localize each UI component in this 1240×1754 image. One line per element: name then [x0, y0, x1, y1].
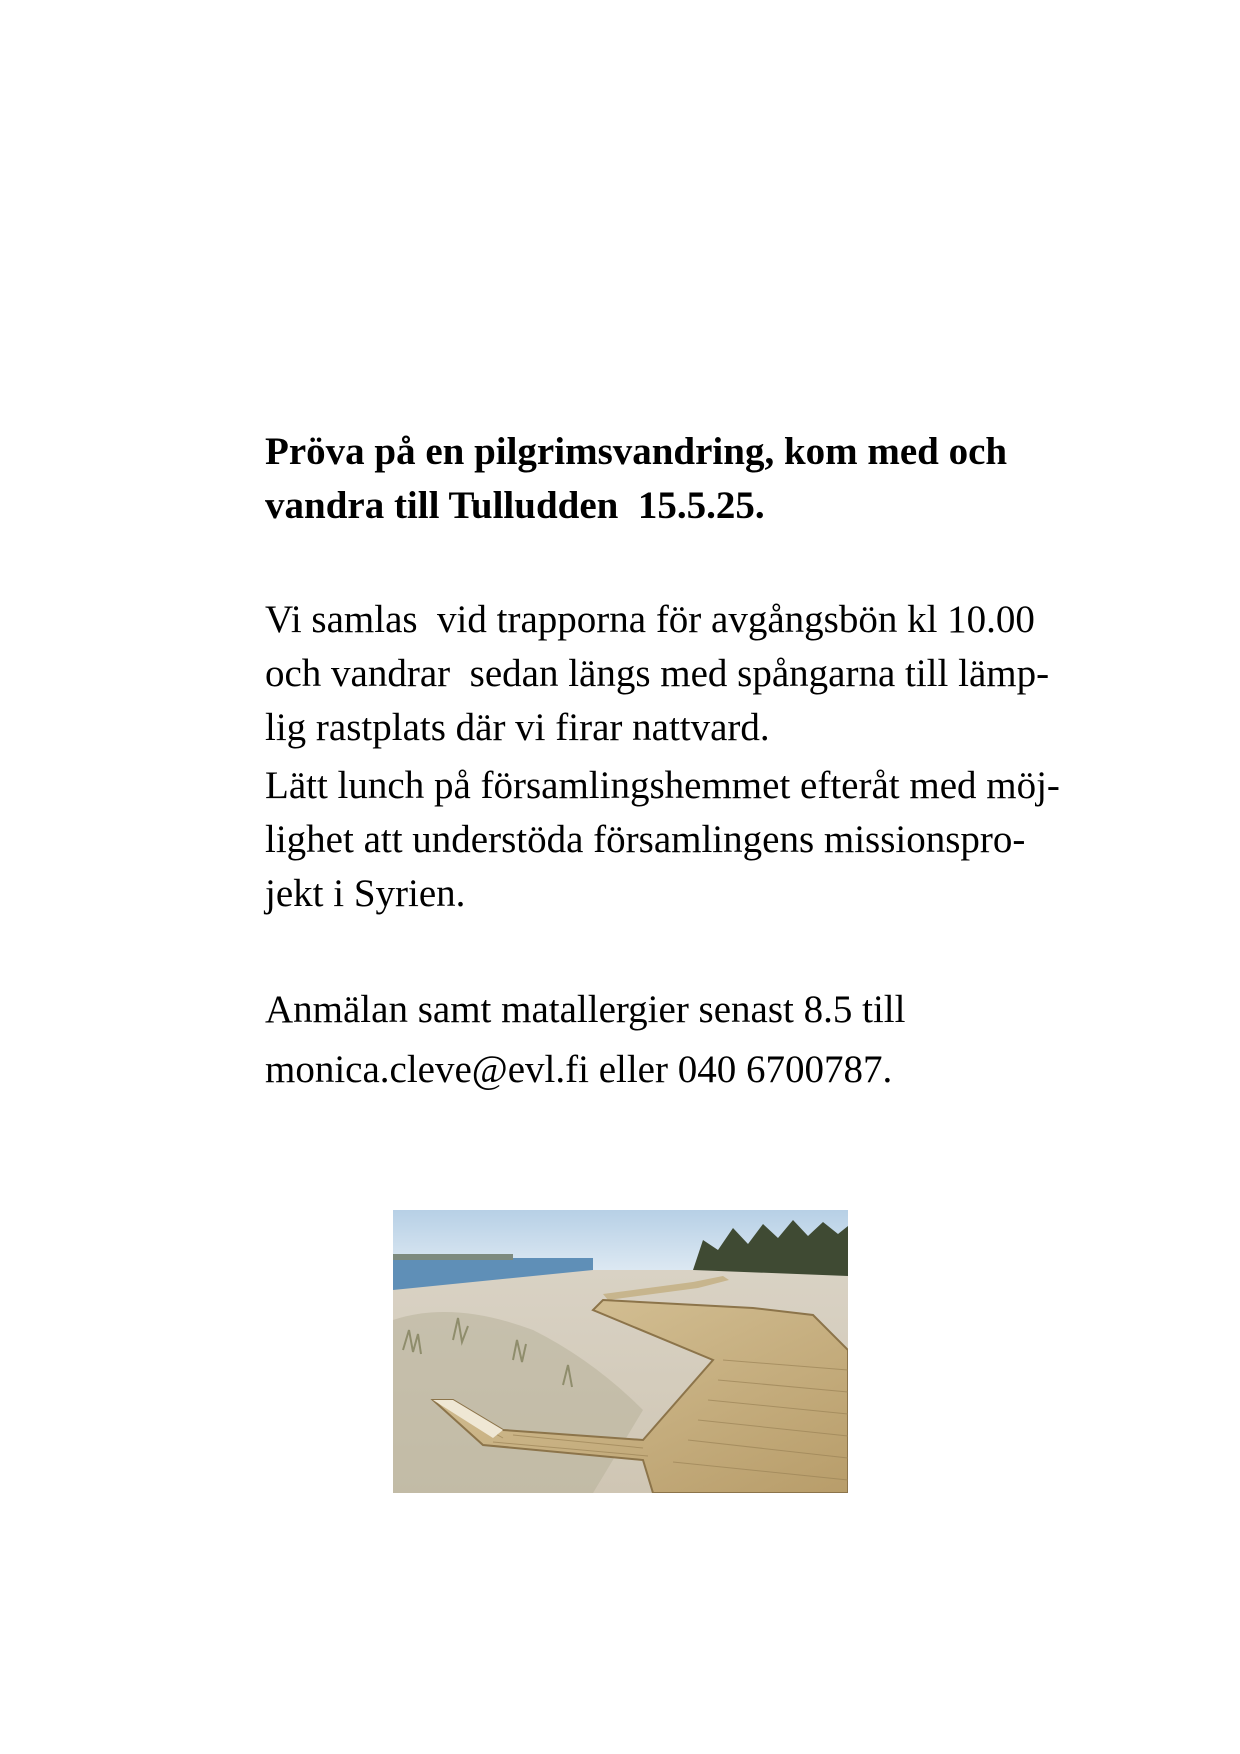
heading-line: Pröva på en pilgrimsvandring, kom med och	[265, 430, 1008, 473]
text-line: lighet att understöda församlingens missionspro-	[265, 818, 1026, 861]
flyer-heading	[265, 425, 1135, 533]
text-line: Anmälan samt matallergier senast 8.5 till	[265, 988, 906, 1031]
text-line: Lätt lunch på församlingshemmet efteråt med möj-	[265, 764, 1060, 807]
contact-line: monica.cleve@evl.fi eller 040 6700787.	[265, 1048, 893, 1091]
paragraph-lunch	[265, 759, 1135, 921]
paragraph-registration	[265, 983, 1135, 1097]
text-line: Vi samlas vid trapporna för avgångsbön kl 10.00	[265, 598, 1035, 641]
paragraph-gathering	[265, 593, 1135, 755]
text-line: jekt i Syrien.	[265, 872, 466, 915]
text-line: och vandrar sedan längs med spångarna till lämp-	[265, 652, 1050, 695]
distant-shore	[393, 1254, 513, 1260]
heading-line: vandra till Tulludden 15.5.25.	[265, 484, 765, 527]
beach-boardwalk-photo	[393, 1210, 848, 1493]
flyer-content	[265, 425, 1135, 1097]
text-line: lig rastplats där vi firar nattvard.	[265, 706, 770, 749]
